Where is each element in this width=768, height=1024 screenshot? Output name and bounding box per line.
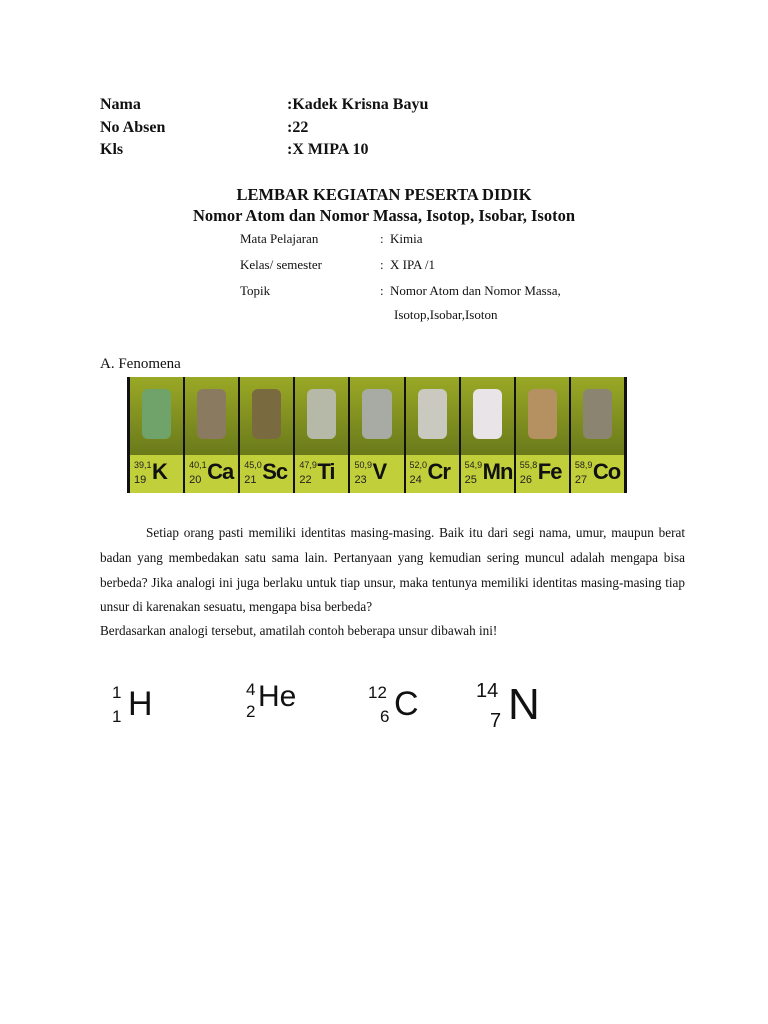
atomic-number: 23 [354, 474, 367, 486]
element-symbol: K [152, 459, 167, 484]
worksheet-title [0, 184, 768, 226]
meta-row-kelas [240, 256, 630, 282]
specimen-photo [516, 377, 569, 455]
meta-row-topik [240, 282, 630, 308]
instruction-text: Berdasarkan analogi tersebut, amatilah contoh beberapa unsur dibawah ini! [100, 623, 498, 639]
mass-number: 1 [112, 683, 122, 702]
identity-row-nama [100, 94, 428, 117]
atomic-number: 7 [490, 710, 502, 732]
meta-value: X IPA /1 [390, 257, 436, 272]
atomic-number: 20 [189, 474, 202, 486]
identity-label: No Absen [100, 118, 166, 136]
specimen-sample [583, 389, 612, 439]
mass-number: 12 [368, 683, 387, 702]
specimen-photo [185, 377, 238, 455]
element-symbol: Cr [427, 459, 450, 484]
identity-label: Nama [100, 96, 141, 113]
element-symbol: Co [592, 459, 621, 484]
identity-value: :Kadek Krisna Bayu [287, 96, 429, 113]
meta-row-mapel [240, 230, 630, 256]
element-symbol: Mn [482, 459, 513, 484]
identity-row-kls [100, 139, 428, 162]
atomic-number: 2 [246, 702, 256, 721]
atomic-number: 22 [299, 474, 312, 486]
atomic-number: 1 [112, 707, 122, 726]
specimen-photo [295, 377, 348, 455]
element-symbol: Ca [207, 459, 234, 484]
atomic-number: 19 [134, 474, 147, 486]
meta-topik-continued: Isotop,Isobar,Isoton [394, 307, 498, 322]
specimen-sample [142, 389, 171, 439]
mass-number: 14 [476, 680, 499, 702]
isotope-notations [0, 680, 768, 740]
element-symbol: Ti [317, 459, 335, 484]
mass-number: 4 [246, 680, 256, 699]
atomic-number: 6 [380, 707, 390, 726]
element-symbol: C [394, 685, 419, 723]
title-line-1: LEMBAR KEGIATAN PESERTA DIDIK [236, 185, 532, 204]
meta-value: Kimia [390, 231, 423, 246]
atomic-mass: 45,0 [244, 460, 262, 470]
specimen-sample [197, 389, 226, 439]
specimen-photo [130, 377, 183, 455]
element-tile [569, 377, 627, 493]
meta-separator: : [380, 231, 384, 246]
element-symbol: Sc [262, 459, 288, 484]
specimen-photo [461, 377, 514, 455]
meta-label: Mata Pelajaran [240, 231, 319, 246]
specimen-photo [240, 377, 293, 455]
identity-row-absen [100, 117, 428, 140]
element-strip-image [127, 377, 627, 493]
meta-value: Nomor Atom dan Nomor Massa, [390, 283, 561, 298]
title-line-2: Nomor Atom dan Nomor Massa, Isotop, Isobar, Isoton [193, 206, 575, 225]
atomic-mass: 58,9 [574, 460, 593, 470]
atomic-mass: 55,8 [519, 460, 538, 470]
specimen-sample [362, 389, 391, 439]
paragraph-text: Setiap orang pasti memiliki identitas masing-masing. Baik itu dari segi nama, umur, maupun berat badan yang membedakan satu sama lain. Pertanyaan yang kemudian sering muncul adalah mengapa bisa berbeda? Jika analogi ini juga berlaku untuk tiap unsur, maka tentunya memiliki identitas masing-masing tiap unsur di karenakan sesuatu, mengapa bisa berbeda? [100, 525, 685, 615]
atomic-number: 24 [409, 474, 422, 486]
element-tile [348, 377, 403, 493]
atomic-mass: 54,9 [464, 460, 483, 470]
atomic-mass: 52,0 [409, 460, 428, 470]
meta-separator: : [380, 283, 384, 298]
element-symbol: H [128, 685, 153, 723]
element-symbol: He [258, 680, 297, 713]
atomic-number: 21 [244, 474, 257, 486]
specimen-sample [473, 389, 502, 439]
element-tile [404, 377, 459, 493]
element-tile [183, 377, 238, 493]
element-tile [238, 377, 293, 493]
meta-label: Topik [240, 283, 271, 298]
element-symbol: V [372, 459, 387, 484]
specimen-photo [350, 377, 403, 455]
identity-value: :22 [287, 118, 309, 136]
element-symbol: Fe [537, 459, 562, 484]
atomic-number: 25 [464, 474, 477, 486]
specimen-sample [252, 389, 281, 439]
element-tile [127, 377, 183, 493]
element-symbol: N [508, 680, 540, 729]
identity-value: :X MIPA 10 [287, 141, 369, 158]
identity-block [100, 94, 428, 162]
atomic-mass: 47,9 [299, 460, 317, 470]
atomic-mass: 40,1 [189, 460, 207, 470]
atomic-number: 26 [519, 474, 533, 486]
atomic-mass: 39,1 [134, 460, 152, 470]
meta-separator: : [380, 257, 384, 272]
specimen-sample [418, 389, 447, 439]
specimen-photo [571, 377, 624, 455]
specimen-photo [406, 377, 459, 455]
subject-meta [240, 230, 630, 324]
specimen-sample [307, 389, 336, 439]
atomic-number: 27 [574, 474, 588, 486]
element-tile [514, 377, 569, 493]
section-heading-fenomena: A. Fenomena [100, 356, 181, 372]
element-tile [293, 377, 348, 493]
element-tile [459, 377, 514, 493]
body-paragraph [100, 521, 685, 640]
atomic-mass: 50,9 [354, 460, 372, 470]
specimen-sample [528, 389, 557, 439]
meta-label: Kelas/ semester [240, 257, 322, 272]
identity-label: Kls [100, 141, 124, 158]
